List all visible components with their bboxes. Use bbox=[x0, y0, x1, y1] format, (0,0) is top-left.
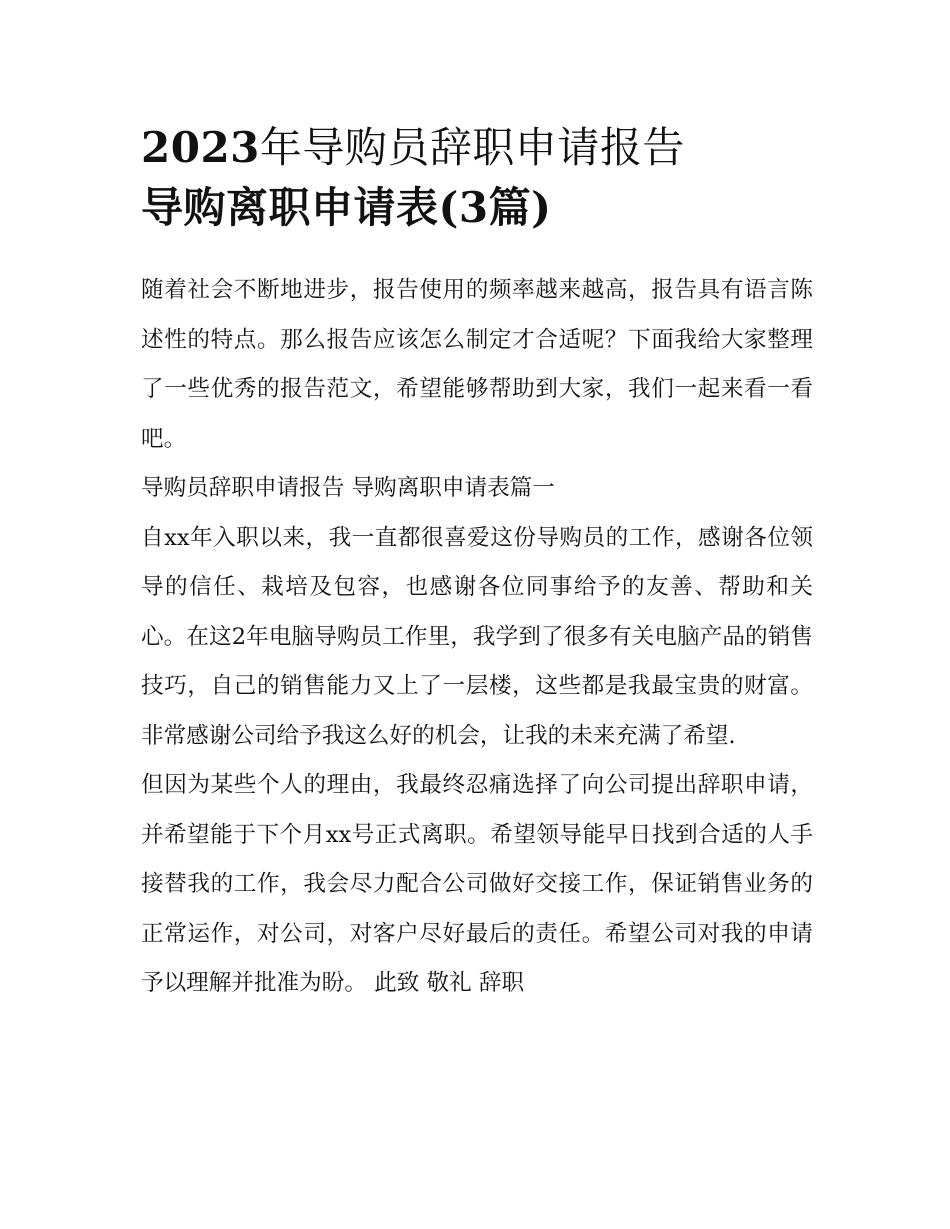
title-unit: 篇 bbox=[488, 183, 532, 232]
document-page bbox=[141, 118, 813, 1009]
body-paragraph-2: 但因为某些个人的理由，我最终忍痛选择了向公司提出辞职申请，并希望能于下个月xx号正式离职。希望领导能早日找到合适的人手接替我的工作，我会尽力配合公司做好交接工作，保证销售业务的正常运作，对公司，对客户尽好最后的责任。希望公司对我的申请予以理解并批准为盼。 此致 敬礼 辞职 bbox=[141, 772, 813, 996]
body-paragraph-1: 自xx年入职以来，我一直都很喜爱这份导购员的工作，感谢各位领导的信任、栽培及包容，也感谢各位同事给予的友善、帮助和关心。在这2年电脑导购员工作里，我学到了很多有关电脑产品的销售技巧，自己的销售能力又上了一层楼，这些都是我最宝贵的财富。非常感谢公司给予我这么好的机会，让我的未来充满了希望. bbox=[141, 524, 813, 749]
document-title-line-2 bbox=[141, 178, 813, 238]
section-heading-1: 导购员辞职申请报告 导购离职申请表篇一 bbox=[141, 475, 555, 501]
document-title-line-1 bbox=[141, 118, 813, 178]
title-close-paren: ) bbox=[531, 183, 552, 232]
title-line-2-text: 导购离职申请表 bbox=[141, 183, 439, 232]
intro-paragraph: 随着社会不断地进步，报告使用的频率越来越高，报告具有语言陈述性的特点。那么报告应该怎么制定才合适呢？下面我给大家整理了一些优秀的报告范文，希望能够帮助到大家，我们一起来看一看吧。 bbox=[141, 277, 813, 452]
title-year: 2023 bbox=[141, 123, 260, 172]
title-count: (3 bbox=[438, 183, 489, 232]
title-line-1-text: 年导购员辞职申请报告 bbox=[259, 123, 685, 172]
